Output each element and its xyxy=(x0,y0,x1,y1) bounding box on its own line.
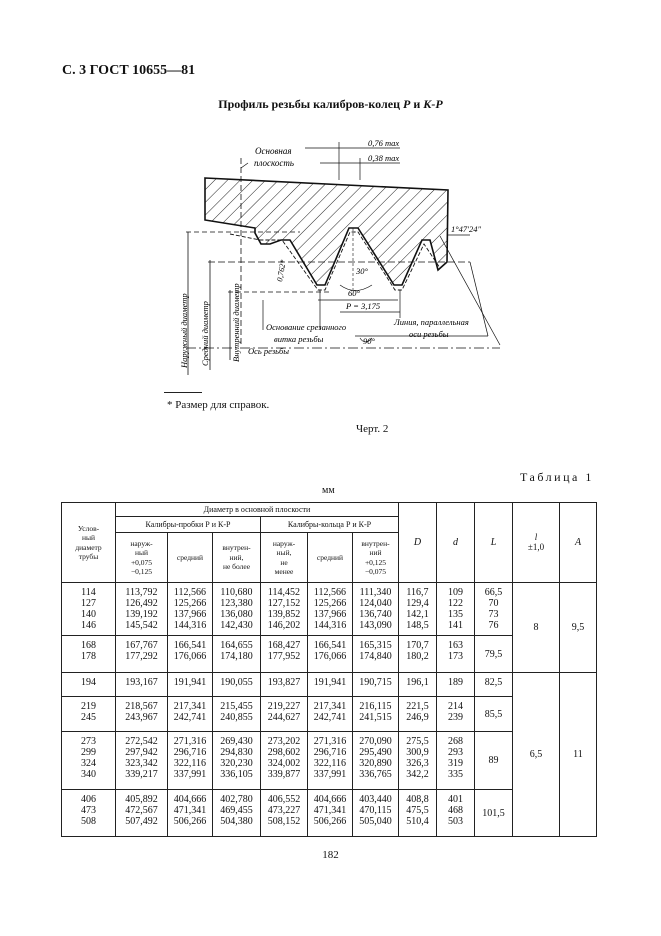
cell-L: 82,5 xyxy=(475,673,513,697)
cell-ring-outer: 114,452 127,152 139,852 146,202 xyxy=(261,583,308,636)
cell-ring-outer: 273,202 298,602 324,002 339,877 xyxy=(261,732,308,790)
thread-profile-drawing xyxy=(0,0,661,400)
cell-plug-mid: 217,341 242,741 xyxy=(168,697,213,732)
cell-ring-inner: 270,090 295,490 320,890 336,765 xyxy=(353,732,399,790)
cell-L: 89 xyxy=(475,732,513,790)
cell-d: 401 468 503 xyxy=(437,790,475,837)
cell-nominal: 273 299 324 340 xyxy=(62,732,116,790)
cell-plug-mid: 191,941 xyxy=(168,673,213,697)
cell-ring-mid: 271,316 296,716 322,116 337,991 xyxy=(308,732,353,790)
header-L: L xyxy=(475,503,513,583)
cell-plug-inner: 402,780 469,455 504,380 xyxy=(213,790,261,837)
figure-title: Профиль резьбы калибров-колец Р и К-Р xyxy=(218,97,443,111)
dim-076-label: 0,76 max xyxy=(368,138,400,148)
cell-L: 85,5 xyxy=(475,697,513,732)
cell-d: 268 293 319 335 xyxy=(437,732,475,790)
cell-D: 221,5 246,9 xyxy=(399,697,437,732)
cell-nominal: 114 127 140 146 xyxy=(62,583,116,636)
parallel-line-label-1: Линия, параллельная xyxy=(394,317,469,327)
cell-plug-outer: 193,167 xyxy=(116,673,168,697)
angle-90-label: 90° xyxy=(363,336,375,346)
header-nominal: Услов- ный диаметр трубы xyxy=(62,503,116,583)
parallel-line-label-2: оси резьбы xyxy=(409,329,449,339)
cell-plug-outer: 113,792 126,492 139,192 145,542 xyxy=(116,583,168,636)
footnote: * Размер для справок. xyxy=(167,399,270,411)
cell-nominal: 219 245 xyxy=(62,697,116,732)
cell-ring-mid: 166,541 176,066 xyxy=(308,636,353,673)
footnote-divider xyxy=(164,392,202,393)
thread-axis-label: Ось резьбы xyxy=(248,346,290,356)
header-plugs: Калибры-пробки Р и К-Р xyxy=(116,517,261,533)
table-label: Таблица 1 xyxy=(520,470,594,484)
header-ring-inner: внутрен- ний +0,125 −0,075 xyxy=(353,533,399,583)
cell-plug-inner: 164,655 174,180 xyxy=(213,636,261,673)
table-units: мм xyxy=(322,485,335,496)
cell-d: 163 173 xyxy=(437,636,475,673)
cell-ring-inner: 216,115 241,515 xyxy=(353,697,399,732)
cell-plug-outer: 405,892 472,567 507,492 xyxy=(116,790,168,837)
cell-A-first: 9,5 xyxy=(560,583,597,673)
header-A: A xyxy=(560,503,597,583)
base-plane-label-1: Основная xyxy=(255,146,292,156)
table-row xyxy=(62,583,597,636)
header-l: l ±1,0 xyxy=(513,503,560,583)
pitch-label: P = 3,175 xyxy=(346,301,381,311)
header-plug-inner: внутрен- ний, не более xyxy=(213,533,261,583)
gauge-body xyxy=(205,178,448,285)
header-main-diameter: Диаметр в основной плоскости xyxy=(116,503,399,517)
cell-L: 66,5 70 73 76 xyxy=(475,583,513,636)
cut-thread-base-label-2: витка резьбы xyxy=(274,334,324,344)
dim-0762-label: 0,762* xyxy=(275,259,288,283)
header-d: d xyxy=(437,503,475,583)
cell-D: 275,5 300,9 326,3 342,2 xyxy=(399,732,437,790)
cell-plug-inner: 215,455 240,855 xyxy=(213,697,261,732)
angle-30-label: 30° xyxy=(356,266,368,276)
cell-plug-outer: 167,767 177,292 xyxy=(116,636,168,673)
cell-ring-outer: 219,227 244,627 xyxy=(261,697,308,732)
cell-l-second: 6,5 xyxy=(513,673,560,837)
cell-D: 196,1 xyxy=(399,673,437,697)
cell-D: 116,7 129,4 142,1 148,5 xyxy=(399,583,437,636)
page-header: С. 3 ГОСТ 10655—81 xyxy=(62,63,196,78)
cell-nominal: 168 178 xyxy=(62,636,116,673)
cell-plug-inner: 110,680 123,380 136,080 142,430 xyxy=(213,583,261,636)
base-plane-label-2: плоскость xyxy=(254,158,294,168)
cell-plug-inner: 269,430 294,830 320,230 336,105 xyxy=(213,732,261,790)
cell-plug-outer: 272,542 297,942 323,342 339,217 xyxy=(116,732,168,790)
cell-plug-mid: 166,541 176,066 xyxy=(168,636,213,673)
header-rings: Калибры-кольца Р и К-Р xyxy=(261,517,399,533)
dimensions-table xyxy=(61,502,597,837)
header-D: D xyxy=(399,503,437,583)
figure-caption: Черт. 2 xyxy=(356,423,389,435)
cell-d: 189 xyxy=(437,673,475,697)
cell-nominal: 194 xyxy=(62,673,116,697)
cell-plug-mid: 112,566 125,266 137,966 144,316 xyxy=(168,583,213,636)
mid-diameter-label: Средний диаметр xyxy=(200,301,210,366)
cell-nominal: 406 473 508 xyxy=(62,790,116,837)
cell-d: 214 239 xyxy=(437,697,475,732)
cell-ring-outer: 168,427 177,952 xyxy=(261,636,308,673)
cell-ring-inner: 190,715 xyxy=(353,673,399,697)
header-plug-mid: средний xyxy=(168,533,213,583)
cell-L: 79,5 xyxy=(475,636,513,673)
angle-60-label: 60° xyxy=(348,288,360,298)
cell-ring-outer: 193,827 xyxy=(261,673,308,697)
cell-ring-inner: 403,440 470,115 505,040 xyxy=(353,790,399,837)
cell-ring-inner: 165,315 174,840 xyxy=(353,636,399,673)
cell-D: 170,7 180,2 xyxy=(399,636,437,673)
cell-plug-mid: 404,666 471,341 506,266 xyxy=(168,790,213,837)
cell-l-first: 8 xyxy=(513,583,560,673)
cell-ring-inner: 111,340 124,040 136,740 143,090 xyxy=(353,583,399,636)
header-ring-mid: средний xyxy=(308,533,353,583)
cell-ring-mid: 404,666 471,341 506,266 xyxy=(308,790,353,837)
cell-plug-mid: 271,316 296,716 322,116 337,991 xyxy=(168,732,213,790)
dim-038-label: 0,38 max xyxy=(368,153,400,163)
taper-angle-label: 1°47'24" xyxy=(451,224,482,234)
cell-ring-mid: 191,941 xyxy=(308,673,353,697)
cell-plug-outer: 218,567 243,967 xyxy=(116,697,168,732)
cell-ring-mid: 217,341 242,741 xyxy=(308,697,353,732)
cell-ring-mid: 112,566 125,266 137,966 144,316 xyxy=(308,583,353,636)
inner-diameter-label: Внутренний диаметр xyxy=(231,283,241,362)
cell-D: 408,8 475,5 510,4 xyxy=(399,790,437,837)
header-ring-outer: наруж- ный, не менее xyxy=(261,533,308,583)
page-number: 182 xyxy=(322,849,339,861)
cell-plug-inner: 190,055 xyxy=(213,673,261,697)
outer-diameter-label: Наружный диаметр xyxy=(179,293,189,368)
table-row xyxy=(62,673,597,697)
cut-thread-base-label-1: Основание срезанного xyxy=(266,322,347,332)
header-plug-outer: наруж- ный +0,075 −0,125 xyxy=(116,533,168,583)
cell-d: 109 122 135 141 xyxy=(437,583,475,636)
cell-L: 101,5 xyxy=(475,790,513,837)
cell-ring-outer: 406,552 473,227 508,152 xyxy=(261,790,308,837)
cell-A-second: 11 xyxy=(560,673,597,837)
